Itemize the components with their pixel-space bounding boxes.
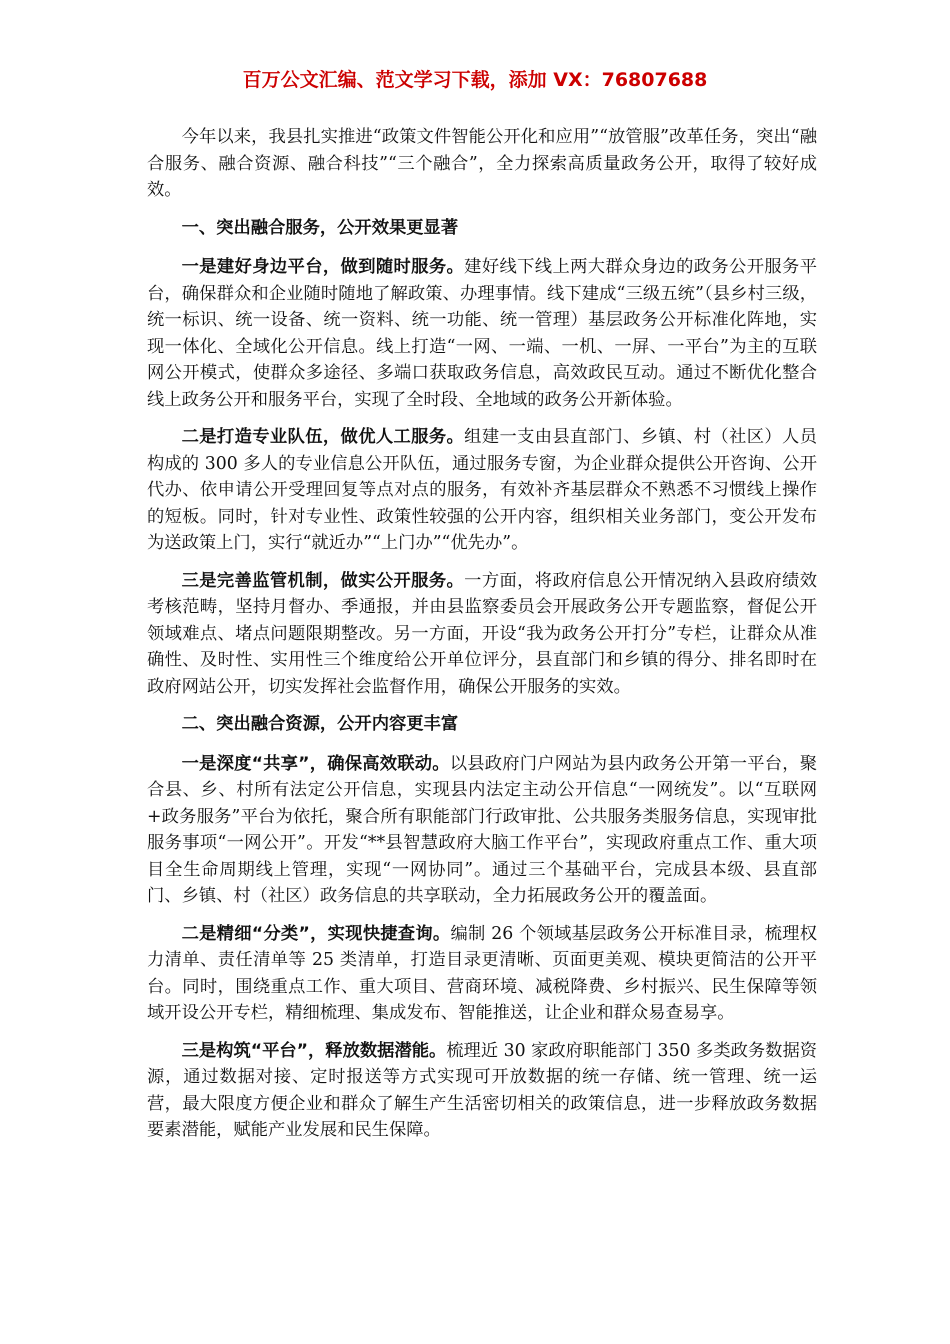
paragraph-body: 组建一支由县直部门、乡镇、村（社区）人员构成的 300 多人的专业信息公开队伍，通过服务专窗，为企业群众提供公开咨询、公开代办、依申请公开受理回复等点对点的服务，有效补齐基层群众不熟悉不习惯线上操作的短板。同时，针对专业性、政策性较强的公开内容，组织相关业务部门，变公开发布为送政策上门，实行“就近办”“上门办”“优先办”。 (147, 427, 817, 553)
paragraph-body: 一方面，将政府信息公开情况纳入县政府绩效考核范畴，坚持月督办、季通报，并由县监察委员会开展政务公开专题监察，督促公开领域难点、堵点问题限期整改。另一方面，开设“我为政务公开打分”专栏，让群众从准确性、及时性、实用性三个维度给公开单位评分，县直部门和乡镇的得分、排名即时在政府网站公开，切实发挥社会监督作用，确保公开服务的实效。 (147, 570, 817, 697)
paragraph (147, 751, 817, 910)
paragraph (147, 568, 817, 701)
paragraph-body: 以县政府门户网站为县内政务公开第一平台，聚合县、乡、村所有法定公开信息，实现县内法定主动公开信息“一网统发”。以“互联网+政务服务”平台为依托，聚合所有职能部门行政审批、公共服务类服务信息，实现审批服务事项“一网公开”。开发“**县智慧政府大脑工作平台”，实现政府重点工作、重大项目全生命周期线上管理，实现“一网协同”。通过三个基础平台，完成县本级、县直部门、乡镇、村（社区）政务信息的共享联动，全力拓展政务公开的覆盖面。 (147, 753, 817, 906)
section-heading-2: 二、突出融合资源，公开内容更丰富 (181, 714, 459, 734)
paragraph-lead: 一是建好身边平台，做到随时服务。 (181, 257, 465, 277)
paragraph-body: 建好线下线上两大群众身边的政务公开服务平台，确保群众和企业随时随地了解政策、办理事情。线下建成“三级五统”（县乡村三级，统一标识、统一设备、统一资料、统一功能、统一管理）基层政务公开标准化阵地，实现一体化、全域化公开信息。线上打造“一网、一端、一机、一屏、一平台”为主的互联网公开模式，使群众多途径、多端口获取政务信息，高效政民互动。通过不断优化整合线上政务公开和服务平台，实现了全时段、全地域的政务公开新体验。 (147, 257, 817, 410)
paragraph-lead: 一是深度“共享”，确保高效联动。 (181, 753, 450, 774)
paragraph (147, 921, 817, 1027)
promo-banner: 百万公文汇编、范文学习下载，添加 VX：76807688 (242, 69, 708, 91)
paragraph (147, 424, 817, 557)
paragraph-lead: 二是打造专业队伍，做优人工服务。 (181, 427, 465, 447)
paragraph (147, 1038, 817, 1144)
article-body (147, 124, 817, 1155)
paragraph-lead: 二是精细“分类”，实现快捷查询。 (181, 923, 451, 944)
paragraph-lead: 三是完善监管机制，做实公开服务。 (181, 570, 465, 591)
paragraph-lead: 三是构筑“平台”，释放数据潜能。 (181, 1040, 447, 1061)
paragraph-body: 梳理近 30 家政府职能部门 350 多类政务数据资源，通过数据对接、定时报送等方式实现可开放数据的统一存储、统一管理、统一运营，最大限度方便企业和群众了解生产生活密切相关的政策信息，进一步释放政务数据要素潜能，赋能产业发展和民生保障。 (147, 1040, 818, 1140)
paragraph-body: 编制 26 个领域基层政务公开标准目录，梳理权力清单、责任清单等 25 类清单，打造目录更清晰、页面更美观、模块更简洁的公开平台。同时，围绕重点工作、重大项目、营商环境、减税降费、乡村振兴、民生保障等领域开设公开专栏，精细梳理、集成发布、智能推送，让企业和群众易查易享。 (147, 923, 817, 1023)
section-heading-1: 一、突出融合服务，公开效果更显著 (181, 217, 459, 238)
paragraph (147, 254, 817, 413)
intro-paragraph: 今年以来，我县扎实推进“政策文件智能公开化和应用”“放管服”改革任务，突出“融合服务、融合资源、融合科技”“三个融合”，全力探索高质量政务公开，取得了较好成效。 (147, 127, 817, 200)
